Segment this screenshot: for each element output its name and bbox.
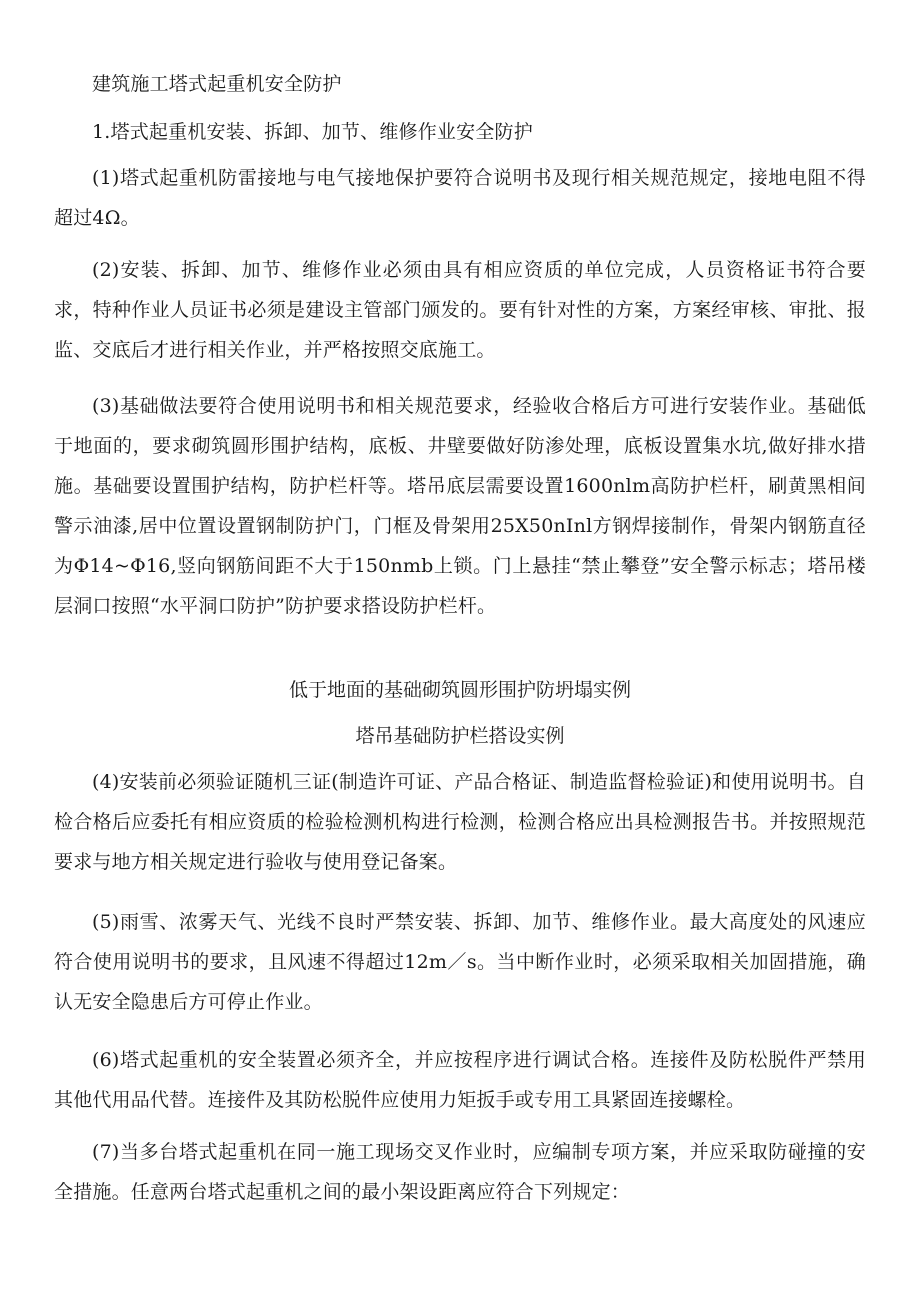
- paragraph-4: (4)安装前必须验证随机三证(制造许可证、产品合格证、制造监督检验证)和使用说明书。自检合格后应委托有相应资质的检验检测机构进行检测，检测合格应出具检测报告书。并按照规范要求与地方相关规定进行验收与使用登记备案。: [54, 771, 866, 873]
- section-heading: 1.塔式起重机安装、拆卸、加节、维修作业安全防护: [92, 121, 533, 143]
- paragraph-7: (7)当多台塔式起重机在同一施工现场交叉作业时，应编制专项方案，并应采取防碰撞的安全措施。任意两台塔式起重机之间的最小架设距离应符合下列规定：: [54, 1141, 866, 1203]
- paragraph-6: (6)塔式起重机的安全装置必须齐全，并应按程序进行调试合格。连接件及防松脱件严禁用其他代用品代替。连接件及其防松脱件应使用力矩扳手或专用工具紧固连接螺栓。: [54, 1049, 866, 1111]
- paragraph-1: (1)塔式起重机防雷接地与电气接地保护要符合说明书及现行相关规范规定，接地电阻不得超过4Ω。: [54, 167, 866, 229]
- document-title: 建筑施工塔式起重机安全防护: [92, 73, 342, 95]
- paragraph-3: (3)基础做法要符合使用说明书和相关规范要求，经验收合格后方可进行安装作业。基础低于地面的，要求砌筑圆形围护结构，底板、井壁要做好防渗处理，底板设置集水坑,做好排水措施。基础要设置围护结构，防护栏杆等。塔吊底层需要设置1600nlm高防护栏杆，刷黄黑相间警示油漆,居中位置设置钢制防护门，门框及骨架用25X50nInl方钢焊接制作，骨架内钢筋直径为Φ14~Φ16,竖向钢筋间距不大于150nmb上锁。门上悬挂“禁止攀登”安全警示标志；塔吊楼层洞口按照“水平洞口防护”防护要求搭设防护栏杆。: [54, 395, 866, 617]
- paragraph-2: (2)安装、拆卸、加节、维修作业必须由具有相应资质的单位完成，人员资格证书符合要求，特种作业人员证书必须是建设主管部门颁发的。要有针对性的方案，方案经审核、审批、报监、交底后才进行相关作业，并严格按照交底施工。: [54, 259, 866, 361]
- image-caption-1: 低于地面的基础砌筑圆形围护防坍塌实例: [288, 679, 631, 701]
- image-caption-2: 塔吊基础防护栏搭设实例: [355, 725, 565, 747]
- paragraph-5: (5)雨雪、浓雾天气、光线不良时严禁安装、拆卸、加节、维修作业。最大高度处的风速应符合使用说明书的要求，且风速不得超过12m／s。当中断作业时，必须采取相关加固措施，确认无安全隐患后方可停止作业。: [54, 911, 866, 1013]
